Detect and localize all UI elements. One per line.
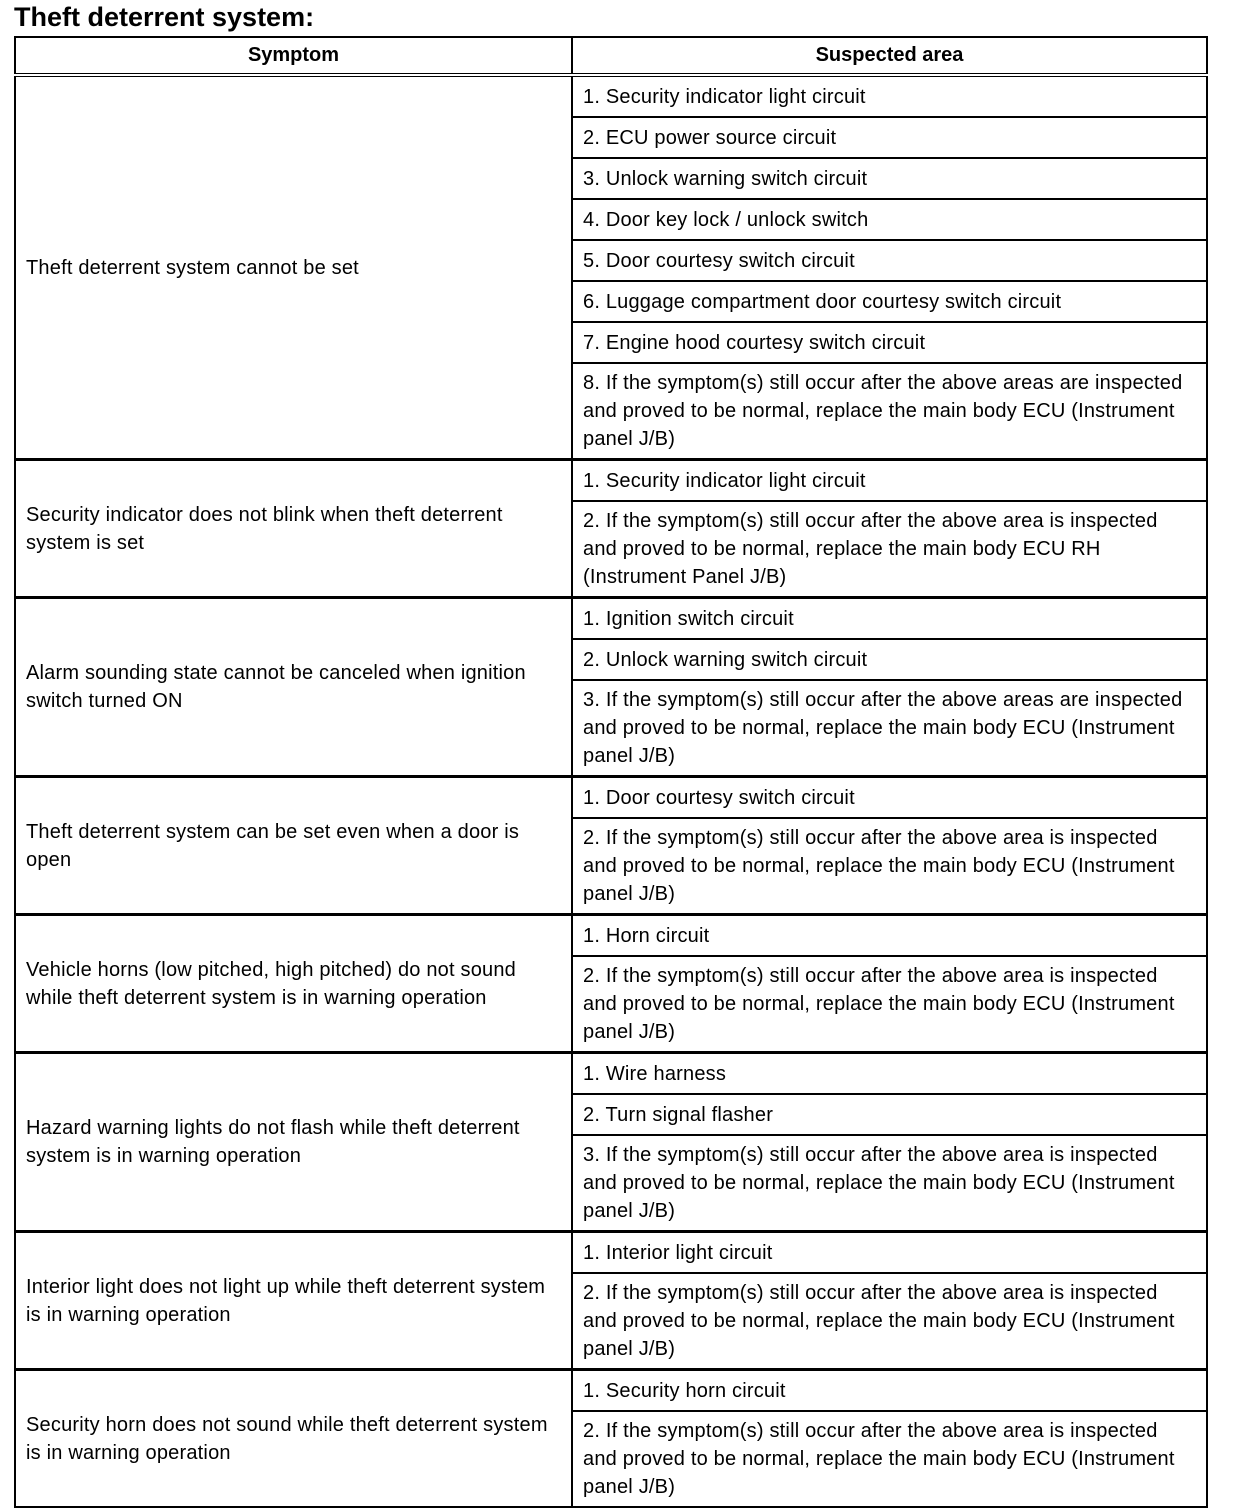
suspected-area-cell: 8. If the symptom(s) still occur after the above areas are inspected and proved to be normal, replace the main body ECU (Instrument panel J/B) <box>572 363 1207 460</box>
suspected-area-cell: 1. Wire harness <box>572 1053 1207 1095</box>
symptom-cell: Hazard warning lights do not flash while theft deterrent system is in warning operation <box>15 1053 572 1232</box>
suspected-area-cell: 1. Security indicator light circuit <box>572 460 1207 502</box>
suspected-area-cell: 1. Security indicator light circuit <box>572 75 1207 117</box>
suspected-area-column-header: Suspected area <box>572 37 1207 75</box>
symptom-cell: Interior light does not light up while theft deterrent system is in warning operation <box>15 1232 572 1370</box>
symptom-column-header: Symptom <box>15 37 572 75</box>
suspected-area-cell: 6. Luggage compartment door courtesy switch circuit <box>572 281 1207 322</box>
table-body <box>15 75 1207 1507</box>
symptom-cell: Vehicle horns (low pitched, high pitched) do not sound while theft deterrent system is in warning operation <box>15 915 572 1053</box>
suspected-area-cell: 1. Horn circuit <box>572 915 1207 957</box>
table-row <box>15 598 1207 640</box>
table-header-row <box>15 37 1207 75</box>
suspected-area-cell: 2. If the symptom(s) still occur after the above area is inspected and proved to be normal, replace the main body ECU RH (Instrument Panel J/B) <box>572 501 1207 598</box>
table-row <box>15 460 1207 502</box>
table-row <box>15 915 1207 957</box>
symptom-cell: Theft deterrent system cannot be set <box>15 75 572 460</box>
table-row <box>15 75 1207 117</box>
symptom-cell: Security indicator does not blink when theft deterrent system is set <box>15 460 572 598</box>
suspected-area-cell: 1. Ignition switch circuit <box>572 598 1207 640</box>
suspected-area-cell: 3. If the symptom(s) still occur after the above areas are inspected and proved to be normal, replace the main body ECU (Instrument panel J/B) <box>572 680 1207 777</box>
suspected-area-cell: 2. If the symptom(s) still occur after the above area is inspected and proved to be normal, replace the main body ECU (Instrument panel J/B) <box>572 1273 1207 1370</box>
suspected-area-cell: 3. Unlock warning switch circuit <box>572 158 1207 199</box>
symptom-cell: Theft deterrent system can be set even when a door is open <box>15 777 572 915</box>
symptom-cell: Alarm sounding state cannot be canceled when ignition switch turned ON <box>15 598 572 777</box>
suspected-area-cell: 2. Turn signal flasher <box>572 1094 1207 1135</box>
suspected-area-cell: 1. Door courtesy switch circuit <box>572 777 1207 819</box>
table-row <box>15 1053 1207 1095</box>
table-row <box>15 1232 1207 1274</box>
suspected-area-cell: 2. ECU power source circuit <box>572 117 1207 158</box>
suspected-area-cell: 2. If the symptom(s) still occur after the above area is inspected and proved to be normal, replace the main body ECU (Instrument panel J/B) <box>572 1411 1207 1507</box>
suspected-area-cell: 2. If the symptom(s) still occur after the above area is inspected and proved to be normal, replace the main body ECU (Instrument panel J/B) <box>572 956 1207 1053</box>
suspected-area-cell: 1. Interior light circuit <box>572 1232 1207 1274</box>
table-row <box>15 1370 1207 1412</box>
table-row <box>15 777 1207 819</box>
symptom-cell: Security horn does not sound while theft deterrent system is in warning operation <box>15 1370 572 1508</box>
suspected-area-cell: 2. If the symptom(s) still occur after the above area is inspected and proved to be normal, replace the main body ECU (Instrument panel J/B) <box>572 818 1207 915</box>
suspected-area-cell: 5. Door courtesy switch circuit <box>572 240 1207 281</box>
suspected-area-cell: 3. If the symptom(s) still occur after the above area is inspected and proved to be normal, replace the main body ECU (Instrument panel J/B) <box>572 1135 1207 1232</box>
suspected-area-cell: 7. Engine hood courtesy switch circuit <box>572 322 1207 363</box>
troubleshooting-table <box>14 36 1208 1508</box>
suspected-area-cell: 4. Door key lock / unlock switch <box>572 199 1207 240</box>
suspected-area-cell: 1. Security horn circuit <box>572 1370 1207 1412</box>
page-title: Theft deterrent system: <box>14 2 315 32</box>
suspected-area-cell: 2. Unlock warning switch circuit <box>572 639 1207 680</box>
